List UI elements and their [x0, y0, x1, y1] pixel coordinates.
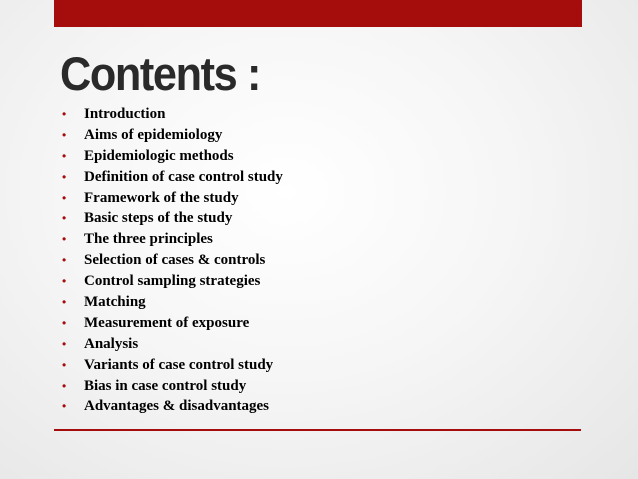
slide-title: Contents : — [60, 47, 260, 100]
bullet-icon: • — [62, 357, 67, 372]
list-item-label: The three principles — [84, 231, 213, 248]
bottom-divider — [54, 429, 581, 431]
bullet-icon: • — [62, 127, 67, 142]
list-item-label: Control sampling strategies — [84, 273, 261, 290]
list-item-label: Advantages & disadvantages — [84, 398, 270, 415]
list-item — [62, 188, 283, 209]
list-item — [62, 146, 283, 167]
list-item-label: Basic steps of the study — [84, 210, 233, 227]
list-item-label: Bias in case control study — [84, 377, 247, 394]
contents-list — [62, 104, 283, 417]
list-item-label: Analysis — [84, 335, 139, 352]
bullet-icon: • — [62, 211, 67, 226]
list-item — [62, 208, 283, 229]
list-item-label: Framework of the study — [84, 189, 239, 206]
bullet-icon: • — [62, 274, 67, 289]
list-item — [62, 104, 283, 125]
list-item — [62, 125, 283, 146]
bullet-icon: • — [62, 107, 67, 121]
list-item-label: Introduction — [84, 106, 166, 122]
list-item — [62, 376, 283, 397]
list-item-label: Selection of cases & controls — [84, 252, 266, 269]
bullet-icon: • — [62, 378, 67, 393]
list-item-label: Matching — [84, 294, 146, 311]
list-item-label: Definition of case control study — [84, 168, 283, 185]
list-item — [62, 313, 283, 334]
bullet-icon: • — [62, 148, 67, 163]
list-item — [62, 292, 283, 313]
list-item — [62, 355, 283, 376]
list-item — [62, 250, 283, 271]
list-item — [62, 334, 283, 355]
list-item-label: Measurement of exposure — [84, 314, 250, 331]
bullet-icon: • — [62, 315, 67, 330]
list-item — [62, 396, 283, 417]
bullet-icon: • — [62, 295, 67, 310]
list-item — [62, 167, 283, 188]
bullet-icon: • — [62, 399, 67, 414]
top-accent-bar — [54, 0, 582, 27]
list-item — [62, 229, 283, 250]
list-item — [62, 271, 283, 292]
bullet-icon: • — [62, 253, 67, 268]
list-item-label: Epidemiologic methods — [84, 147, 234, 164]
bullet-icon: • — [62, 336, 67, 351]
bullet-icon: • — [62, 232, 67, 247]
bullet-icon: • — [62, 190, 67, 205]
list-item-label: Variants of case control study — [84, 356, 274, 373]
list-item-label: Aims of epidemiology — [84, 126, 223, 143]
bullet-icon: • — [62, 169, 67, 184]
